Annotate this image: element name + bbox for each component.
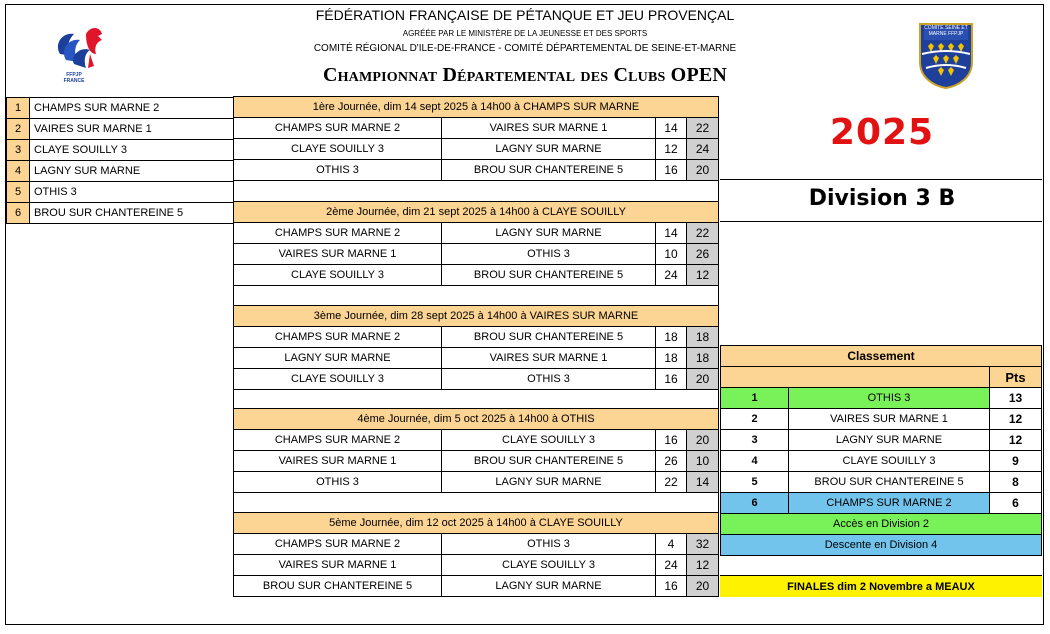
match-home-team: VAIRES SUR MARNE 1 [233, 554, 442, 576]
team-name: CLAYE SOUILLY 3 [29, 139, 234, 161]
match-home-team: CHAMPS SUR MARNE 2 [233, 533, 442, 555]
score-away: 24 [686, 138, 719, 160]
match-home-team: CLAYE SOUILLY 3 [233, 368, 442, 390]
score-away: 20 [686, 429, 719, 451]
team-name: OTHIS 3 [29, 181, 234, 203]
match-home-team: CHAMPS SUR MARNE 2 [233, 429, 442, 451]
score-home: 24 [655, 554, 687, 576]
match-home-team: CHAMPS SUR MARNE 2 [233, 326, 442, 348]
team-number: 1 [6, 97, 30, 119]
rank-cell: 4 [720, 450, 789, 472]
divider-line [720, 221, 1042, 222]
score-away: 32 [686, 533, 719, 555]
match-away-team: VAIRES SUR MARNE 1 [441, 347, 656, 369]
match-away-team: LAGNY SUR MARNE [441, 575, 656, 597]
match-home-team: OTHIS 3 [233, 471, 442, 493]
match-away-team: LAGNY SUR MARNE [441, 138, 656, 160]
match-away-team: BROU SUR CHANTEREINE 5 [441, 450, 656, 472]
score-away: 18 [686, 326, 719, 348]
points-header: Pts [989, 366, 1042, 388]
score-home: 16 [655, 368, 687, 390]
match-away-team: BROU SUR CHANTEREINE 5 [441, 326, 656, 348]
promotion-legend: Accès en Division 2 [720, 513, 1042, 535]
score-away: 10 [686, 450, 719, 472]
score-home: 26 [655, 450, 687, 472]
standings-title: Classement [720, 345, 1042, 367]
score-away: 14 [686, 471, 719, 493]
score-home: 16 [655, 575, 687, 597]
score-away: 12 [686, 554, 719, 576]
standings-team: LAGNY SUR MARNE [788, 429, 990, 451]
score-away: 12 [686, 264, 719, 286]
championship-title: Championnat Départemental des Clubs OPEN [322, 64, 728, 86]
blank-row [233, 180, 719, 202]
points-cell: 12 [989, 429, 1042, 451]
score-home: 14 [655, 117, 687, 139]
blank-row [233, 492, 719, 513]
rank-cell: 3 [720, 429, 789, 451]
team-name: LAGNY SUR MARNE [29, 160, 234, 182]
score-away: 20 [686, 368, 719, 390]
divider-line [720, 179, 1042, 180]
score-away: 22 [686, 117, 719, 139]
match-away-team: OTHIS 3 [441, 243, 656, 265]
score-home: 22 [655, 471, 687, 493]
points-cell: 9 [989, 450, 1042, 472]
team-name: VAIRES SUR MARNE 1 [29, 118, 234, 140]
match-home-team: OTHIS 3 [233, 159, 442, 181]
relegation-legend: Descente en Division 4 [720, 534, 1042, 556]
journee-header: 2ème Journée, dim 21 sept 2025 à 14h00 à CLAYE SOUILLY [233, 201, 719, 223]
team-number: 2 [6, 118, 30, 140]
score-home: 12 [655, 138, 687, 160]
agreement-line: AGRÉÉE PAR LE MINISTÈRE DE LA JEUNESSE ET DES SPORTS [402, 29, 648, 38]
division-label: Division 3 B [808, 186, 956, 211]
match-away-team: CLAYE SOUILLY 3 [441, 554, 656, 576]
match-home-team: CHAMPS SUR MARNE 2 [233, 117, 442, 139]
score-home: 14 [655, 222, 687, 244]
comite-line: COMITÉ RÉGIONAL D'ILE-DE-FRANCE - COMITÉ DÉPARTEMENTAL DE SEINE-ET-MARNE [313, 43, 737, 54]
score-home: 24 [655, 264, 687, 286]
points-cell: 6 [989, 492, 1042, 514]
rank-cell: 1 [720, 387, 789, 409]
team-name: BROU SUR CHANTEREINE 5 [29, 202, 234, 224]
score-away: 18 [686, 347, 719, 369]
match-home-team: CLAYE SOUILLY 3 [233, 138, 442, 160]
match-away-team: LAGNY SUR MARNE [441, 222, 656, 244]
score-away: 22 [686, 222, 719, 244]
blank-row [233, 285, 719, 306]
match-away-team: BROU SUR CHANTEREINE 5 [441, 159, 656, 181]
team-number: 4 [6, 160, 30, 182]
points-cell: 12 [989, 408, 1042, 430]
standings-team: OTHIS 3 [788, 387, 990, 409]
match-away-team: VAIRES SUR MARNE 1 [441, 117, 656, 139]
team-number: 3 [6, 139, 30, 161]
match-away-team: LAGNY SUR MARNE [441, 471, 656, 493]
journee-header: 1ère Journée, dim 14 sept 2025 à 14h00 à CHAMPS SUR MARNE [233, 96, 719, 118]
standings-team: VAIRES SUR MARNE 1 [788, 408, 990, 430]
team-name: CHAMPS SUR MARNE 2 [29, 97, 234, 119]
crest-label: COMITE SEINE ET MARNE FFPJP [924, 25, 968, 37]
score-home: 18 [655, 347, 687, 369]
standings-team: CHAMPS SUR MARNE 2 [788, 492, 990, 514]
match-home-team: VAIRES SUR MARNE 1 [233, 450, 442, 472]
score-home: 16 [655, 429, 687, 451]
standings-header-blank [720, 366, 990, 388]
match-away-team: OTHIS 3 [441, 533, 656, 555]
finals-banner: FINALES dim 2 Novembre a MEAUX [720, 575, 1042, 597]
season-year: 2025 [829, 112, 935, 153]
standings-team: BROU SUR CHANTEREINE 5 [788, 471, 990, 493]
score-home: 10 [655, 243, 687, 265]
blank-row [233, 389, 719, 409]
match-home-team: VAIRES SUR MARNE 1 [233, 243, 442, 265]
journee-header: 4ème Journée, dim 5 oct 2025 à 14h00 à OTHIS [233, 408, 719, 430]
score-home: 4 [655, 533, 687, 555]
match-away-team: OTHIS 3 [441, 368, 656, 390]
rank-cell: 5 [720, 471, 789, 493]
score-away: 20 [686, 159, 719, 181]
ffpjp-logo-label: FFPJP FRANCE [63, 72, 85, 84]
team-number: 5 [6, 181, 30, 203]
points-cell: 13 [989, 387, 1042, 409]
score-home: 18 [655, 326, 687, 348]
score-away: 26 [686, 243, 719, 265]
match-away-team: BROU SUR CHANTEREINE 5 [441, 264, 656, 286]
match-home-team: LAGNY SUR MARNE [233, 347, 442, 369]
match-home-team: CLAYE SOUILLY 3 [233, 264, 442, 286]
match-away-team: CLAYE SOUILLY 3 [441, 429, 656, 451]
score-home: 16 [655, 159, 687, 181]
standings-team: CLAYE SOUILLY 3 [788, 450, 990, 472]
journee-header: 5ème Journée, dim 12 oct 2025 à 14h00 à CLAYE SOUILLY [233, 512, 719, 534]
federation-title: FÉDÉRATION FRANÇAISE DE PÉTANQUE ET JEU PROVENÇAL [315, 7, 735, 23]
rank-cell: 2 [720, 408, 789, 430]
match-home-team: BROU SUR CHANTEREINE 5 [233, 575, 442, 597]
score-away: 20 [686, 575, 719, 597]
rank-cell: 6 [720, 492, 789, 514]
points-cell: 8 [989, 471, 1042, 493]
journee-header: 3ème Journée, dim 28 sept 2025 à 14h00 à VAIRES SUR MARNE [233, 305, 719, 327]
team-number: 6 [6, 202, 30, 224]
match-home-team: CHAMPS SUR MARNE 2 [233, 222, 442, 244]
